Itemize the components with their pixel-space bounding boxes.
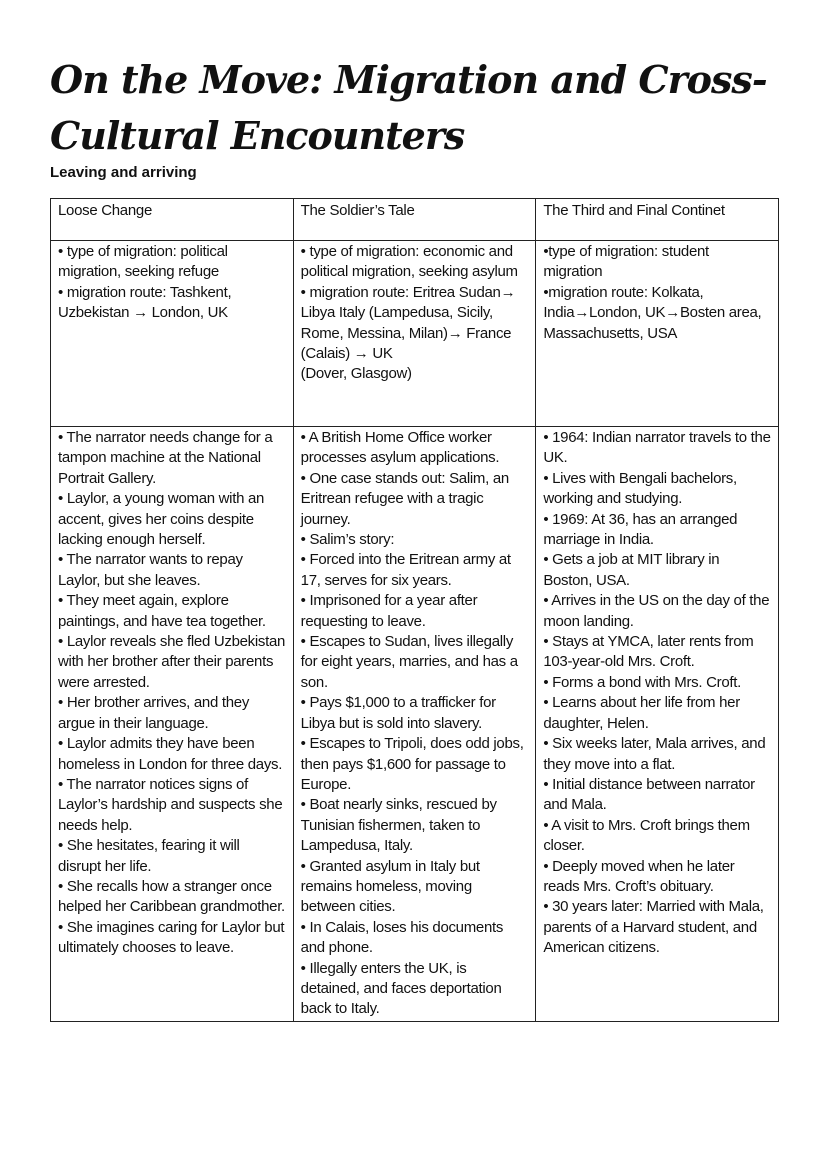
- list-item: • Forms a bond with Mrs. Croft.: [543, 673, 741, 691]
- list-item: • Deeply moved when he later reads Mrs. Croft’s obituary.: [543, 857, 735, 895]
- list-item: • A British Home Office worker processes asylum applications.: [300, 429, 500, 467]
- list-item: (Dover, Glasgow): [300, 365, 412, 383]
- list-item: • Laylor reveals she fled Uzbekistan with her brother after their parents were arrested.: [58, 633, 286, 691]
- list-item: • 30 years later: Married with Mala, parents of a Harvard student, and American citizens.: [543, 898, 764, 957]
- list-item: • Laylor admits they have been homeless in London for three days.: [58, 735, 283, 773]
- list-item: • Laylor, a young woman with an accent, gives her coins despite lacking enough herself.: [58, 490, 265, 549]
- table-cell: [51, 241, 294, 427]
- table-cell: [536, 241, 779, 427]
- column-header-soldiers-tale: The Soldier’s Tale: [293, 199, 536, 241]
- list-item: • Her brother arrives, and they argue in their language.: [58, 694, 250, 732]
- list-item: • Stays at YMCA, later rents from 103-year-old Mrs. Croft.: [543, 633, 754, 671]
- list-item: • They meet again, explore paintings, and have tea together.: [58, 592, 266, 630]
- list-item: • Escapes to Sudan, lives illegally for eight years, marries, and has a son.: [300, 633, 518, 691]
- column-header-loose-change: Loose Change: [51, 199, 294, 241]
- table-cell: [293, 427, 536, 1022]
- list-item: • Pays $1,000 to a trafficker for Libya but is sold into slavery.: [300, 694, 496, 732]
- list-item: • The narrator notices signs of Laylor’s hardship and suspects she needs help.: [58, 775, 283, 834]
- table-row-overview: [51, 241, 779, 427]
- list-item: • She hesitates, fearing it will disrupt her life.: [58, 837, 240, 875]
- list-item: • Forced into the Eritrean army at 17, serves for six years.: [300, 551, 511, 589]
- list-item: • The narrator wants to repay Laylor, but she leaves.: [58, 551, 243, 589]
- list-item: • 1969: At 36, has an arranged marriage in India.: [543, 510, 738, 549]
- list-item: •type of migration: student migration: [543, 243, 709, 281]
- list-item: • She imagines caring for Laylor but ultimately chooses to leave.: [58, 918, 285, 957]
- list-item: • Imprisoned for a year after requesting to leave.: [300, 592, 478, 630]
- table-header-row: [51, 199, 779, 241]
- list-item: • She recalls how a stranger once helped her Caribbean grandmother.: [58, 877, 285, 916]
- table-cell: [51, 427, 294, 1022]
- list-item: • Six weeks later, Mala arrives, and they move into a flat.: [543, 735, 766, 773]
- list-item: • type of migration: political migration, seeking refuge: [58, 243, 228, 281]
- list-item: • Initial distance between narrator and Mala.: [543, 775, 755, 814]
- list-item: • Learns about her life from her daughter, Helen.: [543, 694, 740, 732]
- list-item: • Gets a job at MIT library in Boston, USA.: [543, 551, 720, 589]
- list-item: • Lives with Bengali bachelors, working and studying.: [543, 469, 737, 508]
- column-header-third-continent: The Third and Final Continet: [536, 199, 779, 241]
- list-item: • One case stands out: Salim, an Eritrean refugee with a tragic journey.: [300, 469, 509, 528]
- list-item: • migration route: Tashkent, Uzbekistan → London, UK: [58, 283, 232, 322]
- list-item: •migration route: Kolkata, India→London, UK→Bosten area, Massachusetts, USA: [543, 283, 762, 342]
- list-item: • Illegally enters the UK, is detained, and faces deportation back to Italy.: [300, 959, 502, 1018]
- list-item: • 1964: Indian narrator travels to the UK.: [543, 429, 771, 467]
- list-item: • A visit to Mrs. Croft brings them closer.: [543, 816, 750, 855]
- list-item: • In Calais, loses his documents and phone.: [300, 918, 504, 957]
- table-cell: [536, 427, 779, 1022]
- list-item: • Boat nearly sinks, rescued by Tunisian fishermen, taken to Lampedusa, Italy.: [300, 796, 497, 855]
- page-title: On the Move: Migration and Cross-Cultural Encounters: [50, 57, 767, 158]
- section-subtitle: Leaving and arriving: [50, 164, 197, 181]
- list-item: • The narrator needs change for a tampon machine at the National Portrait Gallery.: [58, 429, 273, 487]
- list-item: • Salim’s story:: [300, 531, 395, 549]
- list-item: • Granted asylum in Italy but remains homeless, moving between cities.: [300, 857, 480, 916]
- table-row-summary: [51, 427, 779, 1022]
- list-item: • type of migration: economic and political migration, seeking asylum: [300, 243, 518, 281]
- list-item: • migration route: Eritrea Sudan→ Libya Italy (Lampedusa, Sicily, Rome, Messina, Milan)→ France (Calais) → UK: [300, 283, 516, 363]
- table-cell: [293, 241, 536, 427]
- stories-table: [50, 198, 779, 1022]
- list-item: • Escapes to Tripoli, does odd jobs, then pays $1,600 for passage to Europe.: [300, 735, 524, 793]
- list-item: • Arrives in the US on the day of the moon landing.: [543, 592, 770, 630]
